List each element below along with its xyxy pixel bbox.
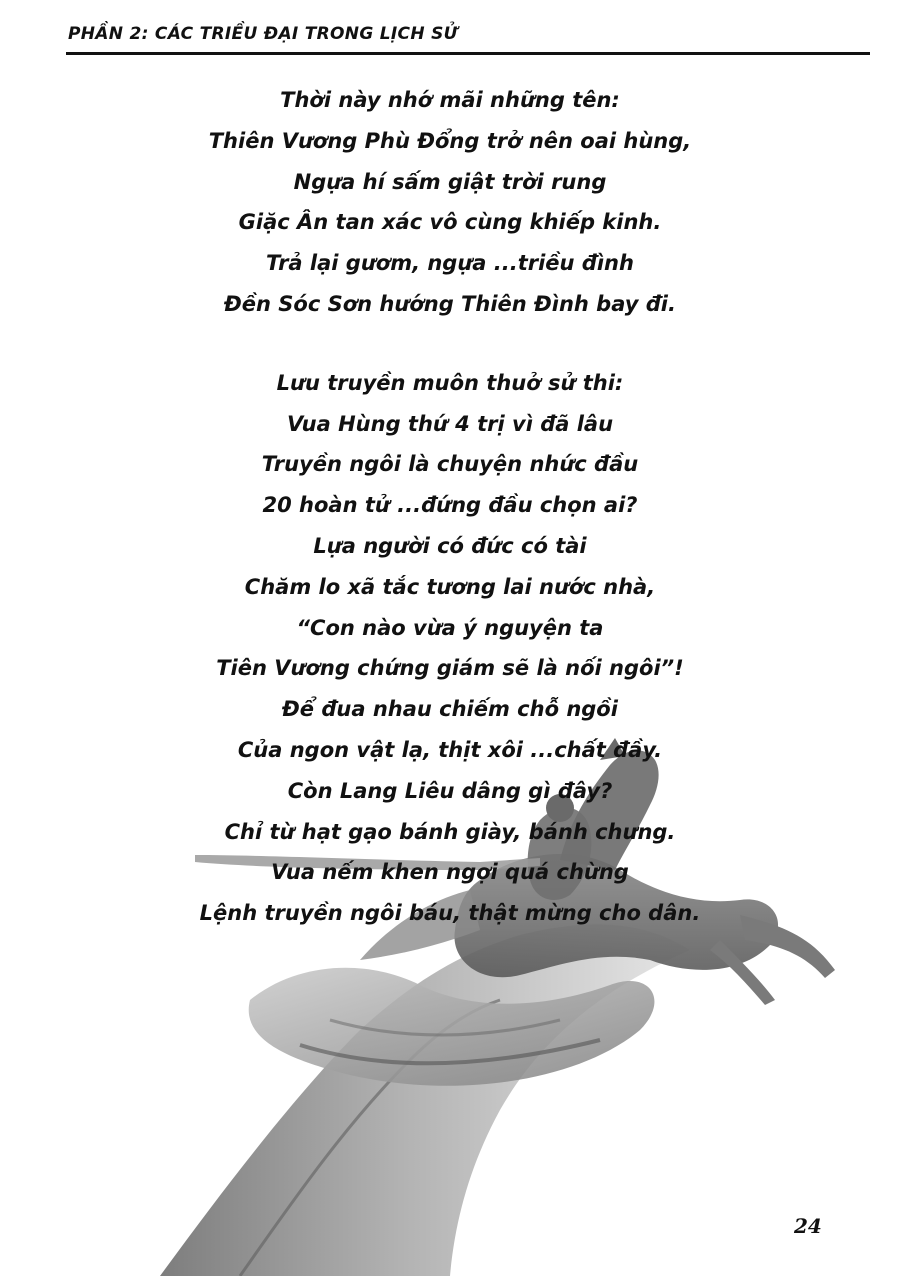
poem-line: “Con nào vừa ý nguyện ta bbox=[296, 615, 604, 640]
poem-line: Lệnh truyền ngôi báu, thật mừng cho dân. bbox=[199, 901, 701, 926]
poem-stanza-2 bbox=[0, 363, 900, 934]
running-head-title: PHẦN 2: CÁC TRIỀU ĐẠI TRONG LỊCH SỬ bbox=[68, 24, 458, 44]
poem-line: 20 hoàn tử ...đứng đầu chọn ai? bbox=[262, 493, 638, 518]
poem-line: Trả lại gươm, ngựa ...triều đình bbox=[266, 251, 634, 276]
poem-line: Thời này nhớ mãi những tên: bbox=[280, 88, 620, 112]
poem-line: Vua Hùng thứ 4 trị vì đã lâu bbox=[286, 411, 614, 436]
poem-stanza-1 bbox=[0, 80, 900, 325]
poem-line: Lựa người có đức có tài bbox=[313, 533, 587, 558]
page-number: 24 bbox=[794, 1214, 822, 1238]
poem-line: Ngựa hí sấm giật trời rung bbox=[293, 169, 607, 194]
poem bbox=[0, 80, 900, 972]
poem-line: Tiên Vương chứng giám sẽ là nối ngôi”! bbox=[216, 656, 684, 681]
poem-line: Để đua nhau chiếm chỗ ngồi bbox=[282, 697, 618, 722]
poem-line: Thiên Vương Phù Đổng trở nên oai hùng, bbox=[208, 128, 692, 153]
poem-line: Vua nếm khen ngợi quá chừng bbox=[271, 860, 629, 885]
poem-line: Chăm lo xã tắc tương lai nước nhà, bbox=[244, 574, 656, 599]
poem-line: Của ngon vật lạ, thịt xôi ...chất đầy. bbox=[237, 737, 663, 762]
poem-line: Truyền ngôi là chuyện nhức đầu bbox=[261, 452, 639, 477]
poem-line: Đền Sóc Sơn hướng Thiên Đình bay đi. bbox=[224, 291, 676, 316]
poem-line: Giặc Ân tan xác vô cùng khiếp kinh. bbox=[238, 210, 662, 235]
poem-line: Còn Lang Liêu dâng gì đây? bbox=[287, 778, 613, 803]
poem-line: Lưu truyền muôn thuở sử thi: bbox=[276, 370, 624, 395]
poem-line: Chỉ từ hạt gạo bánh giày, bánh chưng. bbox=[224, 819, 676, 844]
